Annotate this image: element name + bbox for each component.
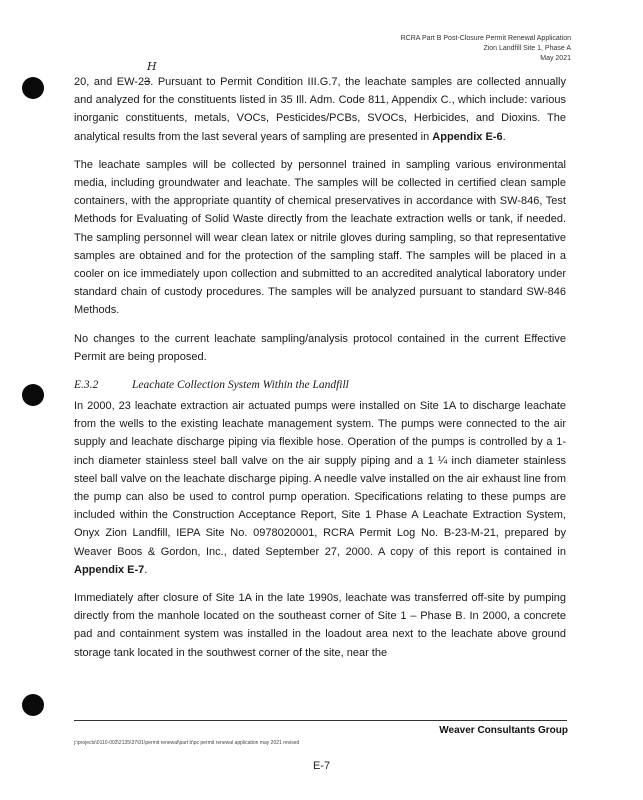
paragraph-1 <box>74 73 566 146</box>
section-number: E.3.2 <box>74 379 99 392</box>
struck-text: 3 <box>144 76 151 88</box>
paragraph-1-text-b: . Pursuant to Permit Condition III.G.7, the leachate samples are collected annually and analyzed for the constituents listed in 35 Ill. Adm. Code 811, Appendix C., which include: various inorganic constituents, metals, VOCs, Pesticides/PCBs, SVOCs, Herbicides, and Dioxins. The analytical results from the last several years of sampling are presented in <box>74 76 567 143</box>
section-heading <box>74 376 566 394</box>
binder-hole-bottom <box>22 694 44 716</box>
footer-divider <box>74 720 567 721</box>
document-body <box>74 73 566 672</box>
page-number: E-7 <box>312 760 331 772</box>
header-title: RCRA Part B Post-Closure Permit Renewal Application <box>400 35 571 42</box>
paragraph-4-text-c: . <box>144 563 148 576</box>
paragraph-2: The leachate samples will be collected by personnel trained in sampling various environmental media, including groundwater and leachate. The samples will be collected in certified clean sample containers, with the appropriate quantity of chemical preservatives in accordance with SW-846, Test Methods for Evaluating of Solid Waste directly from the leachate extraction wells or tank, if needed. The sampling personnel will wear clean latex or nitrile gloves during sampling, so that representative samples are obtained and for the protection of the sampling staff. The samples will be placed in a cooler on ice immediately upon collection and submitted to an accredited analytical laboratory under standard chain of custody procedures. The samples will be analyzed pursuant to standard SW-846 Methods. <box>74 158 566 317</box>
paragraph-1-text-c: . <box>502 130 506 143</box>
appendix-e6-reference: Appendix E-6 <box>432 130 503 143</box>
paragraph-4-text-a: In 2000, 23 leachate extraction air actuated pumps were installed on Site 1A to discharge leachate from the wells to the existing leachate management system. The pumps were connected to the air supply and leachate discharge piping via flexible hose. Operation of the pumps is controlled by a 1-inch diameter stainless steel ball valve on the air supply piping and a 1 ¼ inch diameter stainless steel ball valve on the leachate discharge piping. A needle valve installed on the air exhaust line from the pump can also be used to control pump operation. Specifications relating to these pumps are included within the Construction Acceptance Report, Site 1 Phase A Leachate Extraction System, Onyx Zion Landfill, IEPA Site No. 0978020001, RCRA Permit Log No. B-23-M-21, prepared by Weaver Boos & Gordon, Inc., dated September 27, 2000. A copy of this report is contained in <box>74 400 566 558</box>
paragraph-5: Immediately after closure of Site 1A in the late 1990s, leachate was transferred off-site by pumping directly from the manhole located on the southeast corner of Site 1 – Phase B. In 2000, a concrete pad and containment system was installed in the loadout area next to the leachate above ground storage tank located in the southwest corner of the site, near the <box>74 592 566 659</box>
section-title: Leachate Collection System Within the Landfill <box>132 379 349 392</box>
footer-file-path: j:\projects\0110-003\2135\37\01\permit renewal\part b\pc permit renewal application may 2021 revised <box>74 740 300 746</box>
header-site: Zion Landfill Site 1, Phase A <box>483 45 571 52</box>
paragraph-4 <box>74 397 566 579</box>
binder-hole-top <box>22 77 44 99</box>
paragraph-3: No changes to the current leachate sampling/analysis protocol contained in the current Effective Permit are being proposed. <box>74 332 566 363</box>
header-date: May 2021 <box>540 55 571 62</box>
appendix-e7-reference: Appendix E-7 <box>74 563 145 576</box>
page-header <box>401 34 571 64</box>
handwritten-correction: H <box>147 60 157 73</box>
footer-company: Weaver Consultants Group <box>439 725 568 736</box>
binder-hole-middle <box>22 384 44 406</box>
paragraph-1-text-a: 20, and EW-2 <box>74 76 145 88</box>
